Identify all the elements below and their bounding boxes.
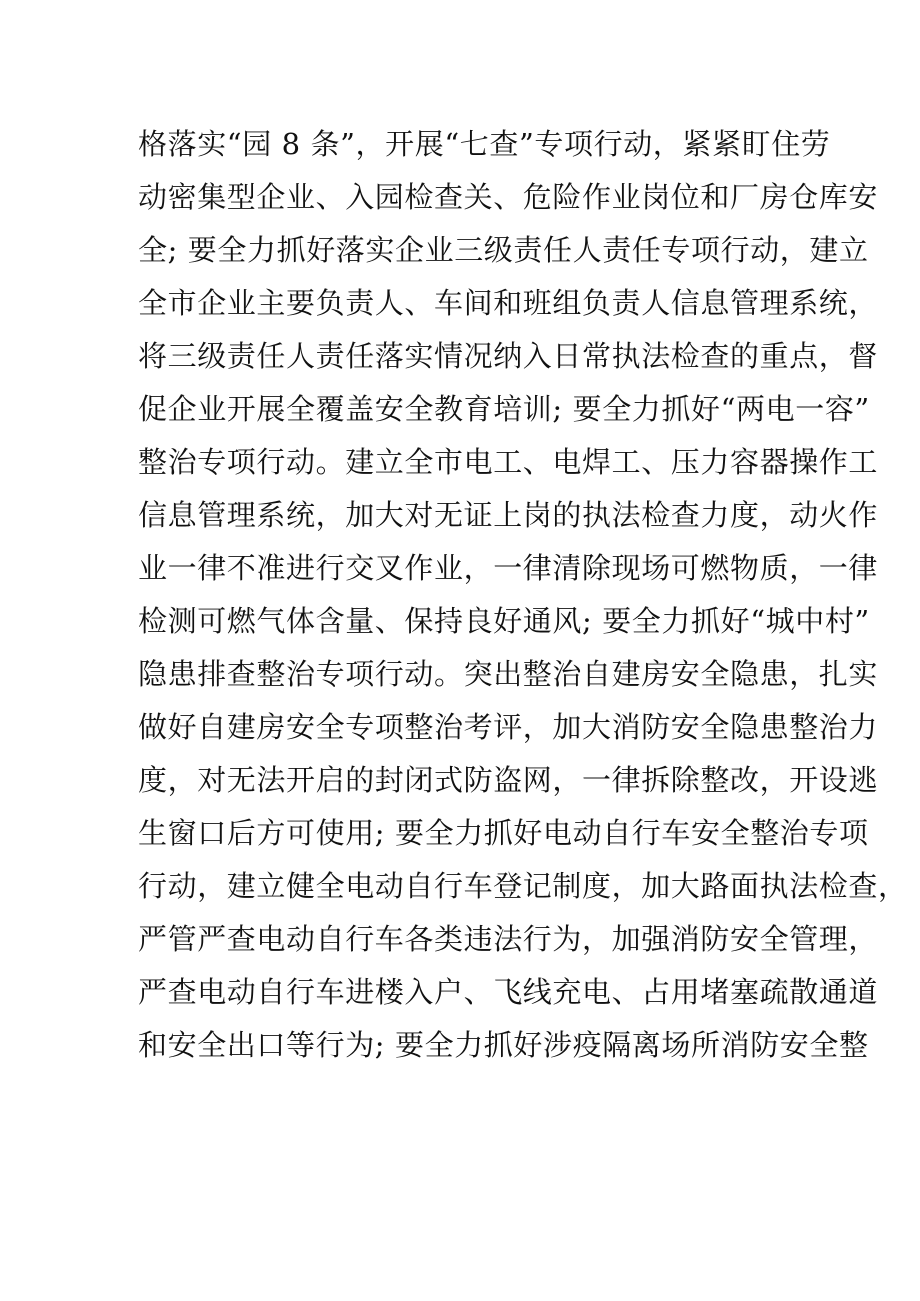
text-line: 整治专项行动。建立全市电工、电焊工、压力容器操作工 xyxy=(138,445,879,479)
text-line: 度，对无法开启的封闭式防盗网，一律拆除整改，开设逃 xyxy=(138,763,879,797)
text-line: 动密集型企业、入园检查关、危险作业岗位和厂房仓库安 xyxy=(138,180,879,214)
text-line: 信息管理系统，加大对无证上岗的执法检查力度，动火作 xyxy=(138,498,879,532)
text-line: 做好自建房安全专项整治考评，加大消防安全隐患整治力 xyxy=(138,710,879,744)
text-line: 生窗口后方可使用; 要全力抓好电动自行车安全整治专项 xyxy=(138,816,869,850)
text-line: 格落实“园 8 条”，开展“七查”专项行动，紧紧盯住劳 xyxy=(138,127,831,161)
text-line: 促企业开展全覆盖安全教育培训; 要全力抓好“两电一容” xyxy=(138,392,870,426)
text-line: 全; 要全力抓好落实企业三级责任人责任专项行动，建立 xyxy=(138,233,869,267)
text-line: 严管严查电动自行车各类违法行为，加强消防安全管理， xyxy=(138,922,879,956)
text-line: 隐患排查整治专项行动。突出整治自建房安全隐患，扎实 xyxy=(138,657,879,691)
text-line: 严查电动自行车进楼入户、飞线充电、占用堵塞疏散通道 xyxy=(138,975,879,1009)
text-line: 和安全出口等行为; 要全力抓好涉疫隔离场所消防安全整 xyxy=(138,1028,869,1062)
text-line: 检测可燃气体含量、保持良好通风; 要全力抓好“城中村” xyxy=(138,604,870,638)
text-line: 行动，建立健全电动自行车登记制度，加大路面执法检查， xyxy=(138,869,908,903)
text-line: 全市企业主要负责人、车间和班组负责人信息管理系统， xyxy=(138,286,879,320)
body-text xyxy=(138,118,908,1072)
text-line: 业一律不准进行交叉作业，一律清除现场可燃物质，一律 xyxy=(138,551,879,585)
text-line: 将三级责任人责任落实情况纳入日常执法检查的重点，督 xyxy=(138,339,879,373)
